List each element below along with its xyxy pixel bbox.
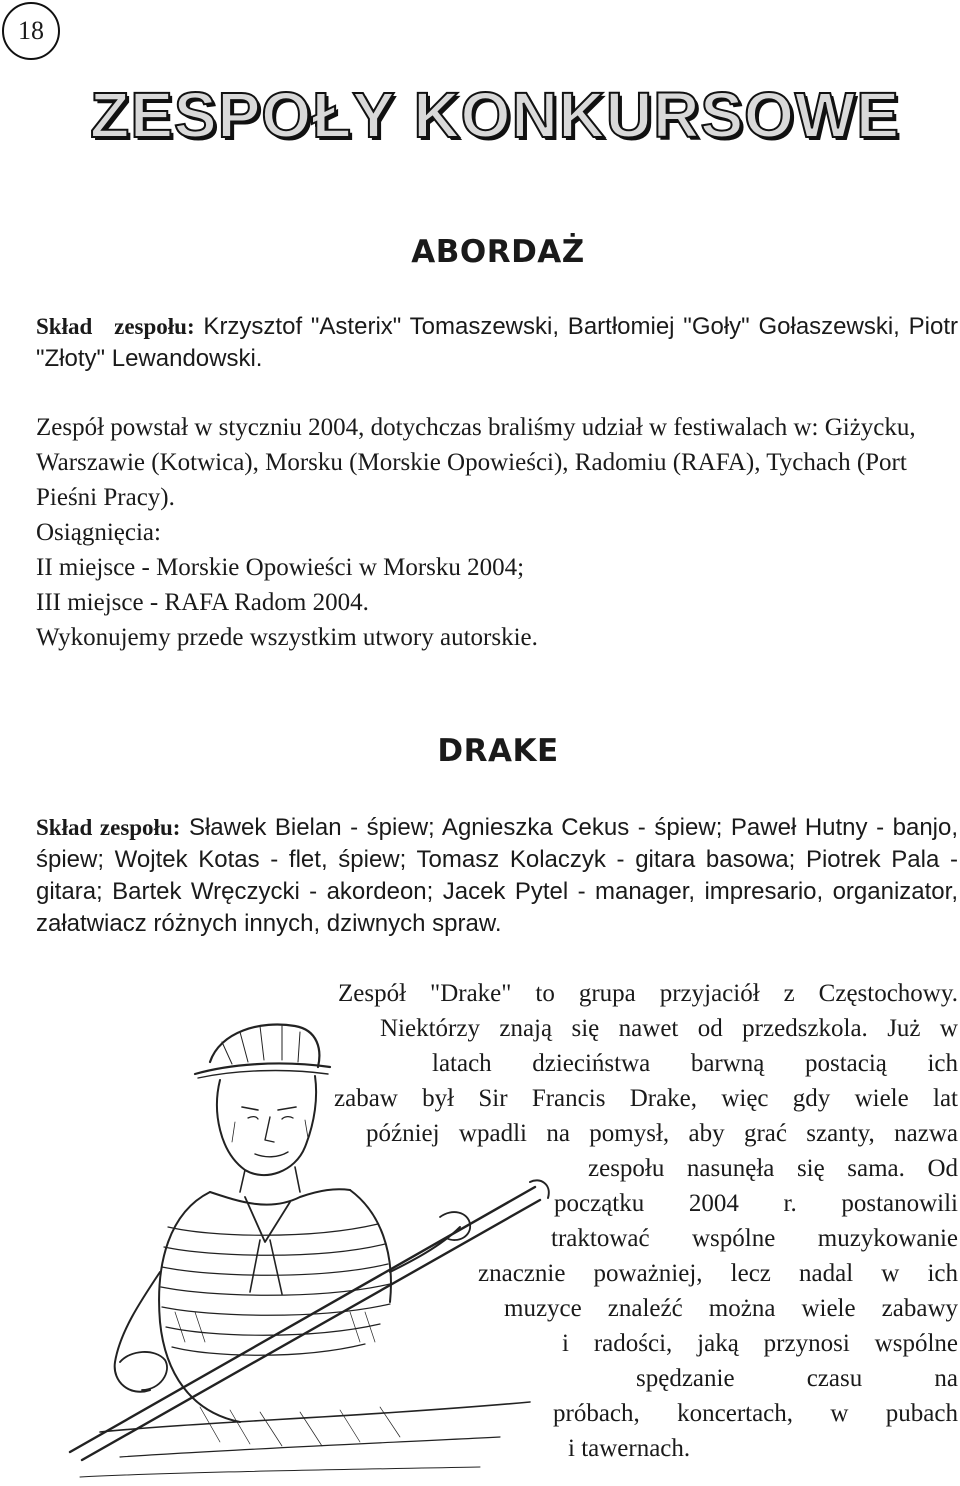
story-line: zabaw był Sir Francis Drake, więc gdy wiele lat <box>334 1085 958 1112</box>
band-title-drake: DRAKE <box>437 733 559 769</box>
band-members-abordaz <box>36 311 958 375</box>
story-line: zespołu nasunęła się sama. Od <box>588 1155 958 1182</box>
story-line: Zespół "Drake" to grupa przyjaciół z Częstochowy. <box>338 980 958 1007</box>
band-description-abordaz <box>36 410 960 655</box>
story-line: znacznie poważniej, lecz nadal w ich <box>478 1260 958 1287</box>
story-line: traktować wspólne muzykowanie <box>551 1225 958 1252</box>
members-label: Skład zespołu: <box>36 815 181 840</box>
description-paragraph: Zespół powstał w styczniu 2004, dotychczas braliśmy udział w festiwalach w: Giżycku, Warszawie (Kotwica), Morsku (Morskie Opowieści), Radomiu (RAFA), Tychach (Port Pieśni Pracy). <box>36 414 916 511</box>
page-title: ZESPOŁY KONKURSOWE <box>90 79 900 151</box>
achievement-item: III miejsce - RAFA Radom 2004. <box>36 589 369 616</box>
achievement-item: II miejsce - Morskie Opowieści w Morsku 2004; <box>36 554 525 581</box>
story-line: muzyce znaleźć można wiele zabawy <box>504 1295 958 1322</box>
story-line: Niektórzy znają się nawet od przedszkola. Już w <box>380 1015 958 1042</box>
band-members-drake <box>36 812 958 940</box>
repertoire-note: Wykonujemy przede wszystkim utwory autorskie. <box>36 624 538 651</box>
story-line: i tawernach. <box>568 1435 691 1462</box>
band-title-abordaz: ABORDAŻ <box>411 234 585 270</box>
story-line: próbach, koncertach, w pubach <box>553 1400 958 1427</box>
story-line: latach dzieciństwa barwną postacią ich <box>432 1050 958 1077</box>
members-list: Sławek Bielan - śpiew; Agnieszka Cekus - śpiew; Paweł Hutny - banjo, śpiew; Wojtek Kotas - flet, śpiew; Tomasz Kolaczyk - gitara basowa; Piotrek Pala - gitara; Bartek Wręczycki - akordeon; Jacek Pytel - manager, impresario, organizator, załatwiacz różnych innych, dziwnych spraw. <box>36 814 959 937</box>
story-line: później wpadli na pomysł, aby grać szanty, nazwa <box>366 1120 958 1147</box>
achievements-heading: Osiągnięcia: <box>36 519 161 546</box>
story-line: spędzanie czasu na <box>636 1365 958 1392</box>
story-line: początku 2004 r. postanowili <box>554 1190 958 1217</box>
members-label: Skład zespołu: <box>36 314 195 339</box>
page-number: 18 <box>2 2 60 60</box>
members-list: Krzysztof "Asterix" Tomaszewski, Bartłomiej "Goły" Gołaszewski, Piotr "Złoty" Lewandowski. <box>36 313 958 372</box>
story-line: i radości, jaką przynosi wspólne <box>562 1330 958 1357</box>
